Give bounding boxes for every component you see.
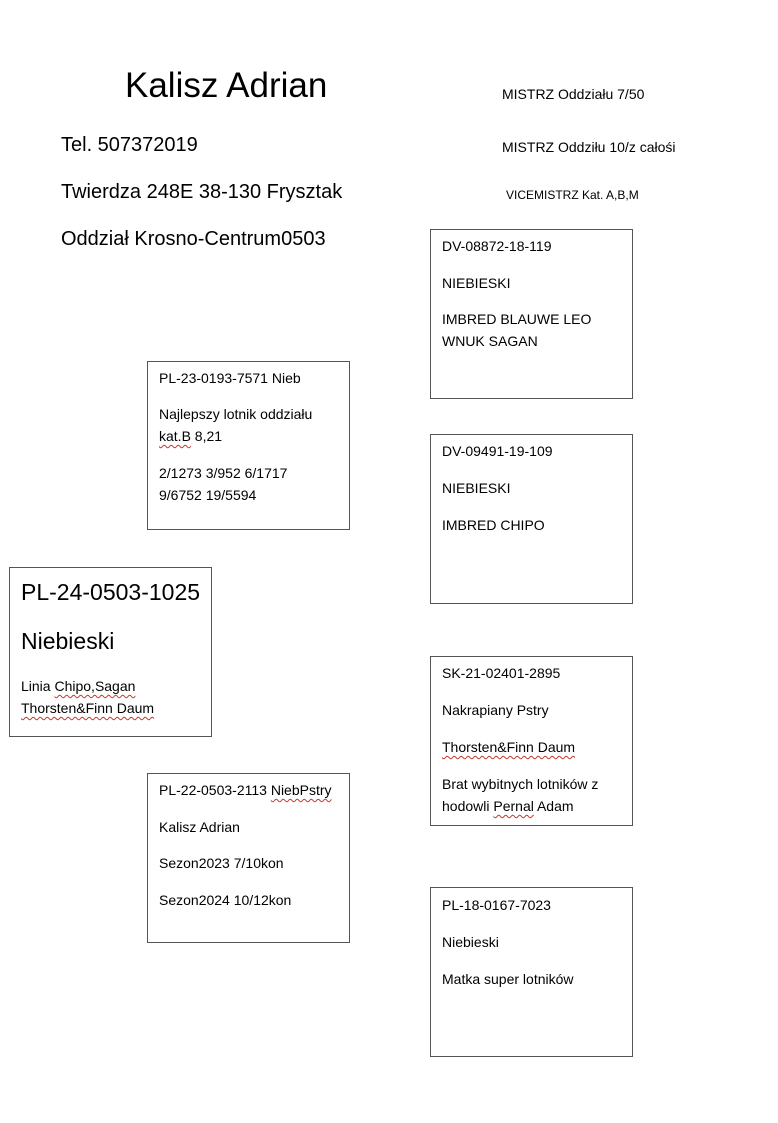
fm-ring-number: DV-09491-19-109 — [442, 443, 553, 459]
mf-note-2: hodowli Pernal Adam — [442, 798, 574, 814]
father-category: kat.B 8,21 — [159, 428, 223, 444]
ff-note-1: IMBRED BLAUWE LEO — [442, 311, 592, 327]
title-master-branch: MISTRZ Oddziału 7/50 — [502, 86, 645, 102]
mm-ring-number: PL-18-0167-7023 — [442, 897, 551, 913]
mf-note-1: Brat wybitnych lotników z — [442, 776, 599, 792]
title-master-overall: MISTRZ Oddziłu 10/z całośi — [502, 139, 676, 155]
father-card — [147, 361, 350, 530]
father-ring-number: PL-23-0193-7571 Nieb — [159, 370, 301, 386]
father-mother-card — [430, 434, 633, 604]
father-father-card — [430, 229, 633, 399]
mother-mother-card — [430, 887, 633, 1057]
main-line: Linia Chipo,Sagan — [21, 678, 136, 694]
father-note: Najlepszy lotnik oddziału — [159, 406, 313, 422]
mm-note: Matka super lotników — [442, 971, 574, 987]
ff-color: NIEBIESKI — [442, 275, 511, 291]
fm-color: NIEBIESKI — [442, 480, 511, 496]
main-color: Niebieski — [21, 628, 115, 654]
mf-color: Nakrapiany Pstry — [442, 702, 549, 718]
mother-owner: Kalisz Adrian — [159, 819, 240, 835]
mother-card — [147, 773, 350, 943]
father-results-2: 9/6752 19/5594 — [159, 487, 257, 503]
title-vice-master: VICEMISTRZ Kat. A,B,M — [506, 188, 639, 202]
mother-season-2023: Sezon2023 7/10kon — [159, 855, 284, 871]
breeder-name: Kalisz Adrian — [125, 66, 328, 105]
father-results-1: 2/1273 3/952 6/1717 — [159, 465, 288, 481]
branch: Oddział Krosno-Centrum0503 — [61, 228, 326, 250]
mf-ring-number: SK-21-02401-2895 — [442, 665, 561, 681]
mother-ring-number: PL-22-0503-2113 NiebPstry — [159, 782, 332, 798]
mother-season-2024: Sezon2024 10/12kon — [159, 892, 292, 908]
ff-note-2: WNUK SAGAN — [442, 333, 538, 349]
mother-father-card — [430, 656, 633, 826]
fm-note: IMBRED CHIPO — [442, 517, 545, 533]
mf-breeder: Thorsten&Finn Daum — [442, 739, 576, 755]
address: Twierdza 248E 38-130 Frysztak — [61, 181, 343, 203]
ff-ring-number: DV-08872-18-119 — [442, 238, 552, 254]
mm-color: Niebieski — [442, 934, 499, 950]
main-pigeon-card — [9, 567, 212, 737]
main-ring-number: PL-24-0503-1025 — [21, 579, 201, 605]
main-breeder-line: Thorsten&Finn Daum — [21, 700, 155, 716]
phone-number: Tel. 507372019 — [61, 134, 198, 156]
